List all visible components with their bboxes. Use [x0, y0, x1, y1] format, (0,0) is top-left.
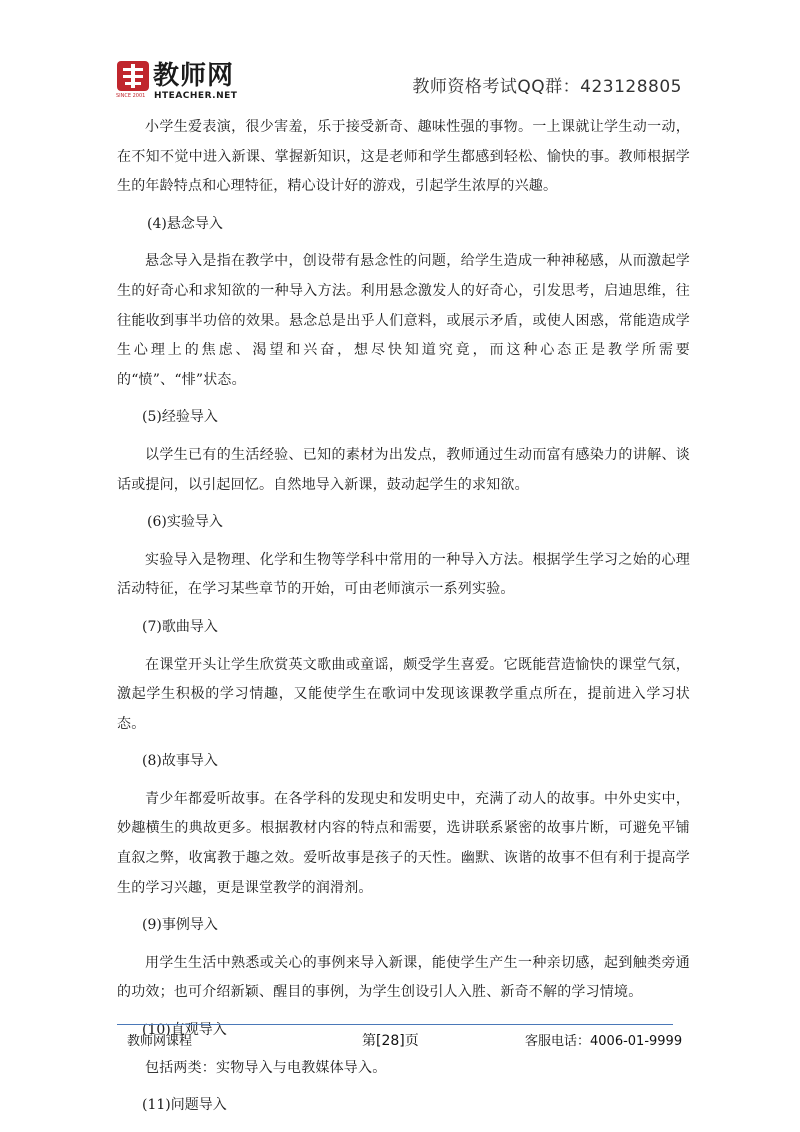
paragraph: 在课堂开头让学生欣赏英文歌曲或童谣，颇受学生喜爱。它既能营造愉快的课堂气氛，激起学生积极的学习情趣，又能使学生在歌词中发现该课教学重点所在，提前进入学习状态。 — [117, 656, 690, 732]
qq-group-text: 教师资格考试QQ群：423128805 — [412, 77, 682, 97]
logo-english-text: HTEACHER.NET — [154, 91, 238, 101]
section-heading: (4)悬念导入 — [147, 215, 223, 232]
section-heading: (11)问题导入 — [142, 1097, 227, 1114]
paragraph: 青少年都爱听故事。在各学科的发现史和发明史中，充满了动人的故事。中外史实中，妙趣横生的典故更多。根据教材内容的特点和需要，选讲联系紧密的故事片断，可避免平铺直叙之弊，收寓教于趣之效。爱听故事是孩子的天性。幽默、诙谐的故事不但有利于提高学生的学习兴趣，更是课堂教学的润滑剂。 — [117, 790, 690, 896]
footer-left-text: 教师网课程 — [127, 1034, 193, 1049]
section-heading: (6)实验导入 — [147, 514, 223, 531]
paragraph: 小学生爱表演，很少害羞，乐于接受新奇、趣味性强的事物。一上课就让学生动一动，在不知不觉中进入新课、掌握新知识，这是老师和学生都感到轻松、愉快的事。教师根据学生的年龄特点和心理特征，精心设计好的游戏，引起学生浓厚的兴趣。 — [117, 119, 690, 195]
paragraph: 包括两类：实物导入与电教媒体导入。 — [145, 1059, 387, 1076]
footer-phone-text: 客服电话：4006-01-9999 — [525, 1034, 683, 1049]
footer-divider — [117, 1024, 673, 1025]
document-body — [117, 113, 690, 1121]
page-header — [0, 0, 800, 105]
section-heading: (10)直观导入 — [142, 1022, 227, 1039]
teacher-net-logo-icon — [116, 60, 150, 94]
paragraph: 以学生已有的生活经验、已知的素材为出发点，教师通过生动而富有感染力的讲解、谈话或提问，以引起回忆。自然地导入新课，鼓动起学生的求知欲。 — [117, 446, 690, 493]
logo-chinese-text: 教师网 — [153, 61, 235, 91]
logo — [116, 60, 266, 102]
paragraph: 实验导入是物理、化学和生物等学科中常用的一种导入方法。根据学生学习之始的心理活动特征，在学习某些章节的开始，可由老师演示一系列实验。 — [117, 551, 690, 598]
section-heading: (8)故事导入 — [142, 753, 218, 770]
section-heading: (9)事例导入 — [142, 917, 218, 934]
section-heading: (5)经验导入 — [142, 409, 218, 426]
page-number: 第[28]页 — [362, 1033, 419, 1049]
logo-since-text: SINCE 2001 — [116, 93, 146, 99]
paragraph: 悬念导入是指在教学中，创设带有悬念性的问题，给学生造成一种神秘感，从而激起学生的好奇心和求知欲的一种导入方法。利用悬念激发人的好奇心，引发思考，启迪思维，往往能收到事半功倍的效果。悬念总是出乎人们意料，或展示矛盾，或使人困惑，常能造成学生心理上的焦虑、渴望和兴奋，想尽快知道究竟，而这种心态正是教学所需要的“愤”、“悱”状态。 — [117, 253, 690, 388]
section-heading: (7)歌曲导入 — [142, 618, 218, 635]
paragraph: 用学生生活中熟悉或关心的事例来导入新课，能使学生产生一种亲切感，起到触类旁通的功效；也可介绍新颖、醒目的事例，为学生创设引人入胜、新奇不解的学习情境。 — [117, 954, 690, 1001]
